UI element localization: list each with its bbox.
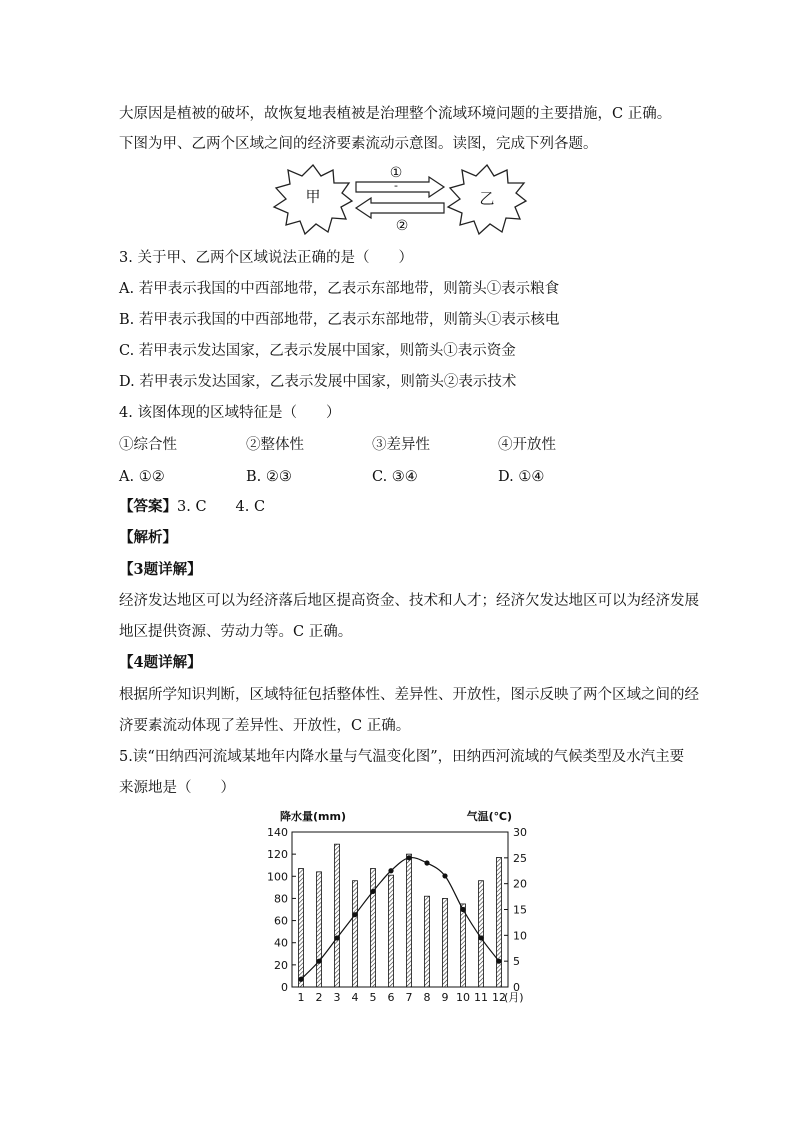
flow-diagram <box>272 162 528 236</box>
left-tick-label: 140 <box>267 826 288 839</box>
q3-option-d: D. 若甲表示发达国家，乙表示发展中国家，则箭头②表示技术 <box>119 374 517 390</box>
precipitation-bar <box>497 857 502 987</box>
left-tick-label: 20 <box>274 958 288 972</box>
month-tick-label: 5 <box>369 991 377 1004</box>
detail-3-text-2: 地区提供资源、劳动力等。C 正确。 <box>119 624 353 640</box>
paragraph-continued: 大原因是植被的破坏，故恢复地表植被是治理整个流域环境问题的主要措施，C 正确。 <box>119 106 672 122</box>
month-tick-label: 6 <box>387 991 395 1004</box>
temperature-line <box>301 858 499 980</box>
temperature-point <box>316 959 321 964</box>
temperature-point <box>370 889 375 894</box>
precipitation-bar <box>389 875 394 987</box>
right-axis-title: 气温(℃) <box>466 810 512 823</box>
precipitation-bar <box>443 898 448 987</box>
temperature-point <box>496 959 501 964</box>
left-axis-title: 降水量(mm) <box>280 810 346 823</box>
right-tick-label: 0 <box>513 981 520 994</box>
q4-item-1: ①综合性 <box>119 437 177 453</box>
q4-stem: 4. 该图体现的区域特征是（ ） <box>119 405 341 421</box>
precipitation-bar <box>335 844 340 987</box>
month-tick-label: 12 <box>492 991 506 1004</box>
right-tick-label: 15 <box>513 903 527 917</box>
q4-item-3: ③差异性 <box>372 437 430 453</box>
temperature-point <box>388 868 393 873</box>
answer-label: 【答案】 <box>119 498 177 515</box>
month-tick-label: 11 <box>474 991 488 1004</box>
right-tick-label: 10 <box>513 929 527 943</box>
arrow-1-mark: - <box>394 179 398 192</box>
temperature-point <box>334 935 339 940</box>
month-tick-label: 9 <box>441 991 449 1004</box>
q3-stem: 3. 关于甲、乙两个区域说法正确的是（ ） <box>119 250 413 266</box>
q5-stem-2: 来源地是（ ） <box>119 780 235 796</box>
right-tick-label: 30 <box>513 826 527 839</box>
left-tick-label: 80 <box>274 892 288 906</box>
q4-option-c: C. ③④ <box>372 469 418 485</box>
temperature-point <box>442 873 447 878</box>
precipitation-bar <box>353 881 358 987</box>
precipitation-bar <box>299 869 304 987</box>
answer-text: 3. C 4. C <box>177 499 266 515</box>
arrow-1-label: ① <box>389 165 403 181</box>
precipitation-bar <box>425 896 430 987</box>
temperature-point <box>352 912 357 917</box>
month-tick-label: 1 <box>297 991 305 1004</box>
q3-option-a: A. 若甲表示我国的中西部地带，乙表示东部地带，则箭头①表示粮食 <box>119 281 560 297</box>
q4-item-4: ④开放性 <box>498 437 556 453</box>
x-unit-label: (月) <box>504 991 524 1004</box>
month-tick-label: 10 <box>456 991 470 1004</box>
right-tick-label: 20 <box>513 877 527 891</box>
temperature-point <box>460 907 465 912</box>
q4-item-2: ②整体性 <box>246 437 304 453</box>
right-tick-label: 5 <box>513 955 520 969</box>
temperature-point <box>406 855 411 860</box>
left-tick-label: 120 <box>267 848 288 862</box>
left-tick-label: 60 <box>274 914 288 928</box>
temperature-point <box>298 977 303 982</box>
arrow-2 <box>356 198 444 218</box>
temperature-point <box>478 935 483 940</box>
detail-3-label: 【3题详解】 <box>119 561 202 578</box>
temperature-point <box>424 860 429 865</box>
month-tick-label: 7 <box>405 991 413 1004</box>
detail-3-text-1: 经济发达地区可以为经济落后地区提高资金、技术和人才；经济欠发达地区可以为经济发展 <box>119 593 699 609</box>
precipitation-bar <box>461 904 466 987</box>
arrow-2-label: ② <box>395 218 409 234</box>
precipitation-bar <box>479 881 484 987</box>
detail-4-text-1: 根据所学知识判断，区域特征包括整体性、差异性、开放性，图示反映了两个区域之间的经 <box>119 687 699 703</box>
climate-chart <box>262 804 534 1010</box>
q5-stem-1: 5.读“田纳西河流域某地年内降水量与气温变化图”，田纳西河流域的气候类型及水汽主要 <box>119 749 685 765</box>
month-tick-label: 4 <box>351 991 359 1004</box>
analysis-label: 【解析】 <box>119 529 177 546</box>
precipitation-bar <box>371 869 376 987</box>
left-tick-label: 100 <box>267 870 288 884</box>
q4-option-a: A. ①② <box>119 469 165 485</box>
q3-option-b: B. 若甲表示我国的中西部地带，乙表示东部地带，则箭头①表示核电 <box>119 312 560 328</box>
answer-line <box>119 497 265 517</box>
q3-option-c: C. 若甲表示发达国家，乙表示发展中国家，则箭头①表示资金 <box>119 343 516 359</box>
left-tick-label: 40 <box>274 936 288 950</box>
month-tick-label: 2 <box>315 991 323 1004</box>
left-tick-label: 0 <box>281 981 288 994</box>
region-jia-label: 甲 <box>305 187 321 206</box>
precipitation-bar <box>407 854 412 987</box>
plot-frame <box>292 832 508 987</box>
q4-option-d: D. ①④ <box>498 469 545 485</box>
right-tick-label: 25 <box>513 851 527 865</box>
precipitation-bar <box>317 872 322 987</box>
detail-4-text-2: 济要素流动体现了差异性、开放性，C 正确。 <box>119 718 411 734</box>
month-tick-label: 3 <box>333 991 341 1004</box>
month-tick-label: 8 <box>423 991 431 1004</box>
q4-option-b: B. ②③ <box>246 469 292 485</box>
region-yi-label: 乙 <box>479 189 495 208</box>
detail-4-label: 【4题详解】 <box>119 654 202 671</box>
paragraph-intro: 下图为甲、乙两个区域之间的经济要素流动示意图。读图，完成下列各题。 <box>119 136 598 152</box>
